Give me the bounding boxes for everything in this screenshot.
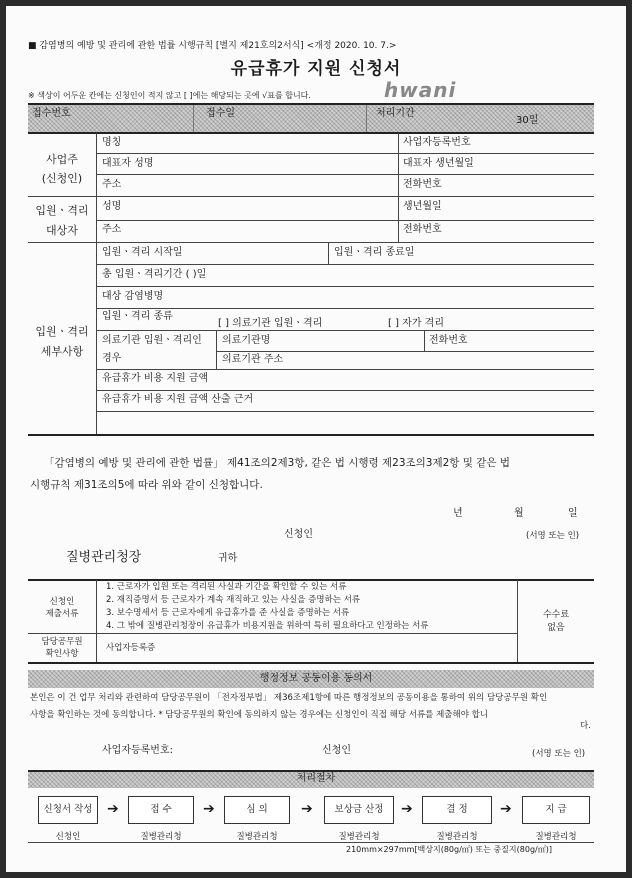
officer-check-sublabel: 확인사항 [45,649,79,659]
hospital-case-label: 의료기관 입원ㆍ격리인 [102,335,202,346]
step-6-box: 지 급 [522,796,590,824]
arrow-right-icon: ➔ [301,801,313,817]
receipt-row [28,103,594,132]
employer-address-field: 주소 [102,179,122,190]
employer-phone-field: 전화번호 [403,179,442,190]
consent-applicant: 신청인 [322,745,351,756]
support-basis-field: 유급휴가 비용 지원 금액 산출 근거 [102,394,254,405]
isolation-type-label: 입원ㆍ격리 종류 [102,311,173,322]
rep-name-field: 대표자 성명 [102,158,154,169]
recipient-suffix: 귀하 [218,553,238,564]
step-5-box: 결 정 [422,796,492,824]
arrow-right-icon: ➔ [107,801,119,817]
step-1-actor: 신청인 [55,832,81,842]
instruction-note: ※ 색상이 어두운 칸에는 신청인이 적지 않고 [ ]에는 해당되는 곳에 √표를 합니다. [28,91,311,100]
step-2-box: 접 수 [128,796,194,824]
processing-period-value: 30일 [516,115,539,126]
statement-line-1: 「감염병의 예방 및 관리에 관한 법률」 제41조의2제3항, 같은 법 시행령 제23조의3제2항 및 같은 법 [44,457,511,469]
step-6-actor: 질병관리청 [535,832,577,842]
patient-address-field: 주소 [102,224,122,235]
receipt-number-label: 접수번호 [32,108,71,119]
hospital-phone-field: 전화번호 [429,335,468,346]
fee-value: 없음 [547,623,565,633]
process-header: 처리절차 [296,773,336,784]
step-4-actor: 질병관리청 [338,832,380,842]
step-3-actor: 질병관리청 [236,832,278,842]
hospital-address-field: 의료기관 주소 [222,354,284,365]
officer-check-item: 사업자등록증 [106,643,156,653]
date-day: 일 [568,508,578,519]
arrow-right-icon: ➔ [203,801,215,817]
consent-reg-no: 사업자등록번호: [102,745,173,756]
rep-birth-field: 대표자 생년월일 [403,158,474,169]
employer-section-sublabel: (신청인) [41,172,83,185]
hospital-case-label-2: 경우 [102,353,122,364]
details-section-label: 입원ㆍ격리 [35,325,89,338]
receipt-date-label: 접수일 [206,108,235,119]
form-title: 유급휴가 지원 신청서 [230,59,402,79]
applicant-sign: (서명 또는 인) [526,531,580,541]
patient-name-field: 성명 [102,201,122,212]
step-3-box: 심 의 [224,796,290,824]
watermark: hwani [384,78,457,102]
step-5-actor: 질병관리청 [436,832,478,842]
date-month: 월 [514,508,524,519]
total-period-field: 총 입원ㆍ격리기간 ( )일 [102,269,207,280]
home-isolation-checkbox[interactable]: [ ] 자가 격리 [388,318,444,329]
step-1-box: 신청서 작성 [38,796,98,824]
consent-sign: (서명 또는 인) [532,749,586,759]
hospital-name-field: 의료기관명 [222,335,271,346]
applicant-label: 신청인 [284,529,313,540]
statement-line-2: 시행규칙 제31조의5에 따라 위와 같이 신청합니다. [30,479,263,491]
business-reg-no-field: 사업자등록번호 [403,137,471,148]
arrow-right-icon: ➔ [401,801,413,817]
disease-field: 대상 감염병명 [102,291,164,302]
step-4-box: 보상금 산정 [324,796,394,824]
step-2-actor: 질병관리청 [140,832,182,842]
fee-label: 수수료 [542,610,570,620]
patient-section-sublabel: 대상자 [46,224,78,237]
doc-item-1: 1. 근로자가 입원 또는 격리된 사실과 기간을 확인할 수 있는 서류 [106,582,347,592]
form-page [6,6,626,872]
doc-item-3: 3. 보수명세서 등 근로자에게 유급휴가를 준 사실을 증명하는 서류 [106,608,350,618]
doc-item-2: 2. 재직증명서 등 근로자가 계속 재직하고 있는 사실을 증명하는 서류 [106,595,361,605]
end-date-field: 입원ㆍ격리 종료일 [334,247,415,258]
recipient: 질병관리청장 [66,550,142,565]
consent-text-1: 본인은 이 건 업무 처리와 관련하여 담당공무원이 「전자정부법」 제36조제1항에 따른 행정정보의 공동이용을 통하여 위의 담당공무원 확인 [30,693,548,703]
start-date-field: 입원ㆍ격리 시작일 [102,247,183,258]
arrow-right-icon: ➔ [500,801,512,817]
submit-docs-label: 신청인 [49,597,75,607]
patient-phone-field: 전화번호 [403,224,442,235]
law-reference: ■ 감염병의 예방 및 관리에 관한 법률 시행규칙 [별지 제21호의2서식] <개정 2020. 10. 7.> [28,41,397,51]
officer-check-label: 담당공무원 [41,637,83,647]
date-year: 년 [453,508,463,519]
patient-birth-field: 생년월일 [403,201,442,212]
consent-text-2: 사항을 확인하는 것에 동의합니다. * 담당공무원의 확인에 동의하지 않는 경우에는 신청인이 직접 해당 서류를 제출해야 합니 [30,710,489,720]
support-amount-field: 유급휴가 비용 지원 금액 [102,373,209,384]
processing-period-label: 처리기간 [376,108,415,119]
patient-section-label: 입원ㆍ격리 [35,204,89,217]
doc-item-4: 4. 그 밖에 질병관리청장이 유급휴가 비용지원을 위하여 특히 필요하다고 인정하는 서류 [106,621,429,631]
submit-docs-sublabel: 제출서류 [45,609,79,619]
employer-section-label: 사업주 [46,153,78,166]
details-section-sublabel: 세부사항 [40,345,84,358]
consent-text-3: 다. [580,721,591,731]
employer-name-field: 명칭 [102,137,122,148]
consent-header: 행정정보 공동이용 동의서 [259,673,373,684]
hospital-isolation-checkbox[interactable]: [ ] 의료기관 입원ㆍ격리 [218,318,323,329]
paper-spec: 210mm×297mm[백상지(80g/㎡) 또는 중질지(80g/㎡)] [346,845,552,854]
